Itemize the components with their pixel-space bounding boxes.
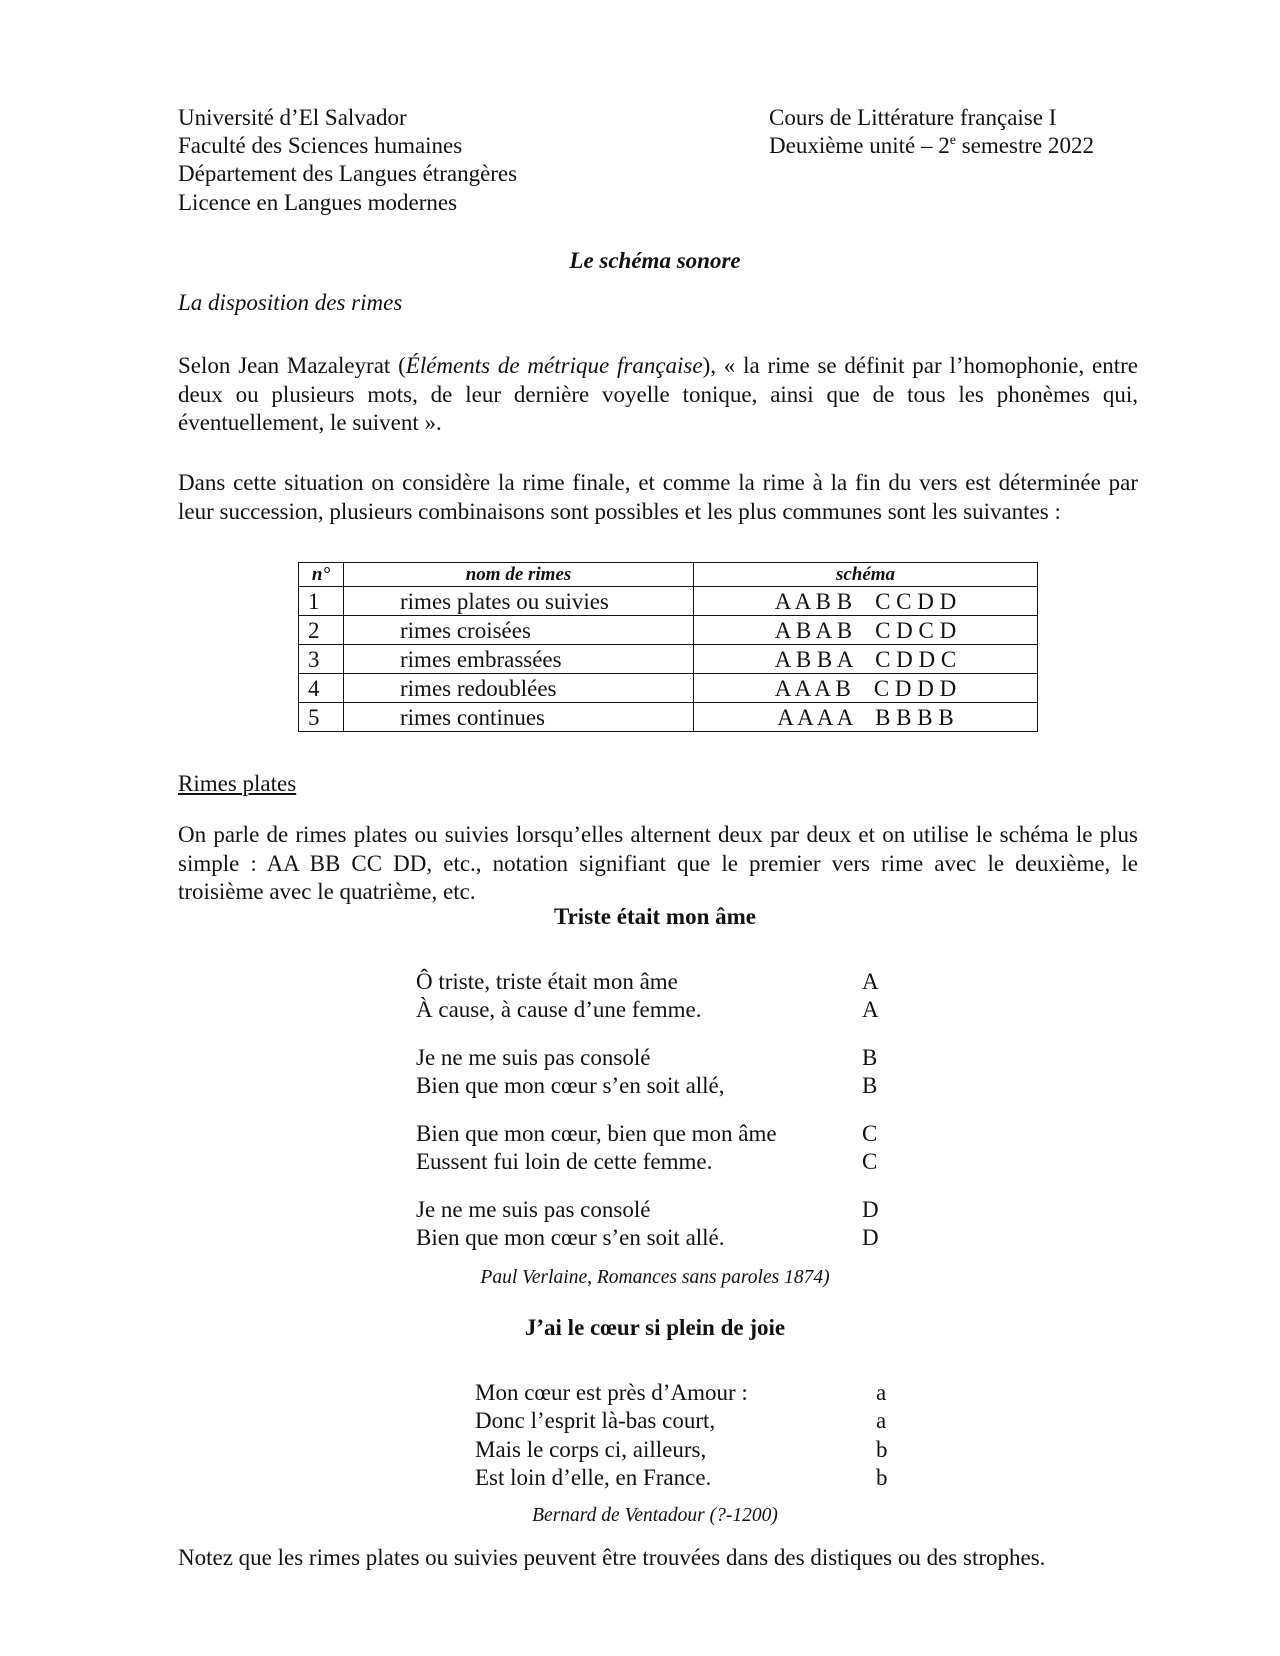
- row-schema: [694, 616, 1038, 645]
- table-row: [299, 616, 1038, 645]
- row-schema-text: A A B B C C D D: [774, 588, 957, 614]
- row-number: 5: [299, 703, 344, 732]
- poem2-credit: Bernard de Ventadour (?-1200): [532, 1504, 778, 1526]
- table-header-schema: schéma: [694, 563, 1038, 587]
- header-department: Département des Langues étrangères: [178, 161, 518, 186]
- poem1-line: Je ne me suis pas consolé: [416, 1045, 651, 1070]
- row-name: rimes embrassées: [344, 645, 694, 674]
- poem2-line: Est loin d’elle, en France.: [475, 1465, 712, 1490]
- poem1-line: À cause, à cause d’une femme.: [416, 997, 702, 1022]
- header-unit-pre: Deuxième unité – 2: [769, 133, 950, 158]
- poem1-title: Triste était mon âme: [553, 904, 757, 929]
- poem1-rhyme: D: [862, 1225, 879, 1250]
- row-name: rimes continues: [344, 703, 694, 732]
- row-schema: [694, 587, 1038, 616]
- header-course: Cours de Littérature française I: [769, 105, 1057, 130]
- row-schema: [694, 674, 1038, 703]
- intro-paragraph: [178, 352, 1138, 438]
- row-name: rimes redoublées: [344, 674, 694, 703]
- header-unit-sup: e: [949, 133, 956, 148]
- row-name: rimes croisées: [344, 616, 694, 645]
- poem1-rhyme: A: [862, 997, 879, 1022]
- table-header-number: n°: [299, 563, 344, 587]
- header-unit: [769, 132, 1094, 161]
- poem1-line: Bien que mon cœur s’en soit allé,: [416, 1073, 725, 1098]
- poem1-line: Je ne me suis pas consolé: [416, 1197, 651, 1222]
- row-schema-text: A A A A B B B B: [777, 704, 954, 730]
- poem1-rhyme: B: [862, 1073, 878, 1098]
- plates-heading: Rimes plates: [178, 771, 297, 796]
- poem2-line: Donc l’esprit là-bas court,: [475, 1408, 716, 1433]
- header-university: Université d’El Salvador: [178, 105, 407, 130]
- table-row: [299, 645, 1038, 674]
- intro-pre: Selon Jean Mazaleyrat (: [178, 353, 406, 378]
- poem1-rhyme: A: [862, 969, 879, 994]
- row-schema-text: A B A B C D C D: [774, 617, 957, 643]
- poem1-line: Eussent fui loin de cette femme.: [416, 1149, 713, 1174]
- poem1-credit: Paul Verlaine, Romances sans paroles 1874): [480, 1266, 830, 1288]
- poem2-rhyme: a: [876, 1380, 887, 1405]
- poem2-line: Mais le corps ci, ailleurs,: [475, 1437, 707, 1462]
- table-row: [299, 703, 1038, 732]
- header-unit-post: semestre 2022: [955, 133, 1094, 158]
- closing-note: Notez que les rimes plates ou suivies peuvent être trouvées dans des distiques ou des strophes.: [178, 1545, 1046, 1570]
- poem1-rhyme: C: [862, 1121, 878, 1146]
- row-name: rimes plates ou suivies: [344, 587, 694, 616]
- row-number: 4: [299, 674, 344, 703]
- poem1-rhyme: C: [862, 1149, 878, 1174]
- situation-paragraph: Dans cette situation on considère la rime finale, et comme la rime à la fin du vers est déterminée par leur succession, plusieurs combinaisons sont possibles et les plus communes sont les suivantes :: [178, 470, 1138, 524]
- intro-post: ), « la rime se définit par l’homophonie, entre deux ou plusieurs mots, de leur dernière voyelle tonique, ainsi que de tous les phonèmes qui, éventuellement, le suivent ».: [178, 353, 1138, 435]
- section-subtitle: La disposition des rimes: [178, 290, 403, 315]
- table-row: [299, 587, 1038, 616]
- row-number: 2: [299, 616, 344, 645]
- row-schema: [694, 645, 1038, 674]
- poem1-line: Ô triste, triste était mon âme: [416, 969, 678, 994]
- table-row: [299, 674, 1038, 703]
- row-number: 3: [299, 645, 344, 674]
- rhyme-table: [298, 562, 1038, 732]
- page-title: Le schéma sonore: [569, 248, 741, 273]
- poem2-line: Mon cœur est près d’Amour :: [475, 1380, 748, 1405]
- poem2-rhyme: a: [876, 1408, 887, 1433]
- poem2-rhyme: b: [876, 1437, 888, 1462]
- poem1-line: Bien que mon cœur s’en soit allé.: [416, 1225, 725, 1250]
- poem2-rhyme: b: [876, 1465, 888, 1490]
- row-schema-text: A A A B C D D D: [774, 675, 957, 701]
- row-schema: [694, 703, 1038, 732]
- plates-paragraph: On parle de rimes plates ou suivies lorsqu’elles alternent deux par deux et on utilise le schéma le plus simple : AA BB CC DD, etc., notation signifiant que le premier vers rime avec le deuxième, le troisième avec le quatrième, etc.: [178, 822, 1138, 904]
- poem1-line: Bien que mon cœur, bien que mon âme: [416, 1121, 777, 1146]
- row-number: 1: [299, 587, 344, 616]
- poem1-rhyme: D: [862, 1197, 879, 1222]
- table-header-row: [299, 563, 1038, 587]
- table-header-name: nom de rimes: [344, 563, 694, 587]
- poem2-title: J’ai le cœur si plein de joie: [524, 1315, 786, 1340]
- poem1-rhyme: B: [862, 1045, 878, 1070]
- header-degree: Licence en Langues modernes: [178, 190, 458, 215]
- intro-book-title: Éléments de métrique française: [405, 353, 703, 378]
- header-faculty: Faculté des Sciences humaines: [178, 133, 463, 158]
- row-schema-text: A B B A C D D C: [774, 646, 957, 672]
